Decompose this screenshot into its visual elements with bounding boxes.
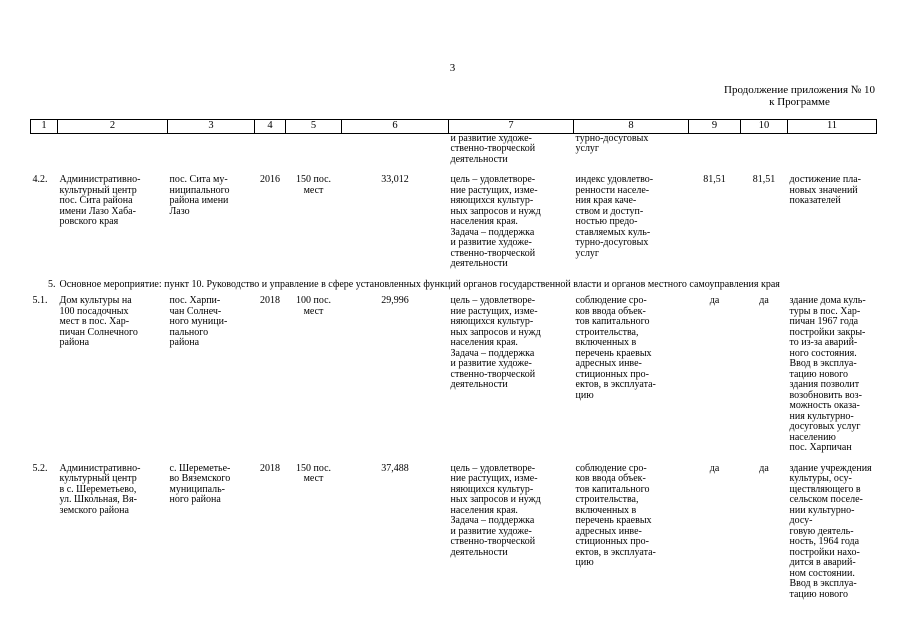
table-row (31, 296, 877, 454)
section-row (31, 280, 877, 291)
indicator-cell: соблюдение сро- ков ввода объек- тов капитального строительства, включенных в перечень краевых адресных инве- стиционных про- ектов, в эксплуата- цию (575, 295, 656, 401)
object-name-cell: Дом культуры на 100 посадочных мест в пос. Хар- пичан Солнечного района (59, 295, 138, 348)
column-number: 6 (342, 120, 449, 134)
column-number: 10 (741, 120, 788, 134)
location-cell: с. Шереметье- во Вяземского муниципаль- ного района (169, 462, 231, 505)
row-number: 5.2. (32, 462, 48, 474)
capacity-cell: 100 пос. мест (295, 295, 332, 317)
column-number-row (31, 120, 877, 134)
section-title: Основное мероприятие: пункт 10. Руководство и управление в сфере установленных функций органов государственной власти и органов местного самоуправления края (59, 278, 780, 290)
value-cell: 81,51 (752, 174, 776, 185)
column-number: 7 (449, 120, 574, 134)
justification-cell: достижение пла- новых значений показателей (789, 174, 861, 206)
page-number: 3 (449, 62, 456, 74)
capacity-cell: 150 пос. мест (295, 174, 332, 196)
program-table (30, 119, 877, 600)
object-name-cell: Административно- культурный центр в с. Шереметьево, ул. Школьная, Вя- земского района (59, 462, 141, 516)
justification-cell: здание учреждения культуры, осу- ществляющего в сельском поселе- нии культурно- досу- говую деятель- ность, 1964 года постройки нахо- дится в аварий- ном состоянии. Ввод в эксплуа- тацию нового (789, 462, 872, 600)
cost-cell: 33,012 (381, 174, 409, 185)
row-number: 4.2. (32, 174, 48, 185)
year-cell: 2018 (260, 295, 280, 306)
continuation-note (724, 84, 875, 108)
column-number: 2 (58, 120, 168, 134)
continuation-line-1: Продолжение приложения № 10 (724, 84, 875, 96)
column-number: 9 (689, 120, 741, 134)
column-number: 5 (286, 120, 342, 134)
column-number: 3 (168, 120, 255, 134)
location-cell: пос. Сита му- ниципального района имени Лазо (169, 174, 230, 217)
justification-cell: здание дома куль- туры в пос. Хар- пичан 1967 года постройки закры- то из-за аварий- ного состояния. Ввод в эксплуа- тацию нового здания позволит возобновить воз- можность оказа- ния культурно- досуговых услуг населению пос. Харпичан (789, 295, 866, 453)
year-cell: 2016 (260, 174, 280, 185)
value-cell: да (759, 295, 769, 306)
continuation-line-2: к Программе (769, 96, 830, 108)
goal-cell: цель – удовлетворе- ние растущих, изме- няющихся культур- ных запросов и нужд населения края. Задача – поддержка и развитие художе- ственно-творческой деятельности (450, 295, 541, 390)
location-cell: пос. Харпи- чан Солнеч- ного муници- пального района (169, 295, 228, 348)
column-number: 1 (31, 120, 58, 134)
value-cell: да (709, 462, 720, 474)
goal-cell: и развитие художе- ственно-творческой деятельности (450, 132, 536, 165)
capacity-cell: 150 пос. мест (295, 462, 332, 484)
section-number: 5. (48, 278, 56, 290)
row-number: 5.1. (32, 295, 48, 306)
goal-cell: цель – удовлетворе- ние растущих, изме- няющихся культур- ных запросов и нужд населения края. Задача – поддержка и развитие художе- ственно-творческой деятельности (450, 174, 541, 269)
value-cell: 81,51 (703, 174, 726, 185)
value-cell: да (709, 295, 720, 306)
goal-cell: цель – удовлетворе- ние растущих, изме- няющихся культур- ных запросов и нужд населения края. Задача – поддержка и развитие художе- ственно-творческой деятельности (450, 462, 541, 558)
indicator-cell: турно-досуговых услуг (575, 132, 649, 154)
column-number: 11 (788, 120, 877, 134)
object-name-cell: Административно- культурный центр пос. Сита района имени Лазо Хаба- ровского края (59, 174, 141, 227)
cost-cell: 29,996 (381, 295, 409, 306)
cost-cell: 37,488 (381, 462, 409, 474)
indicator-cell: соблюдение сро- ков ввода объек- тов капитального строительства, включенных в перечень краевых адресных инве- стиционных про- ектов, в эксплуата- цию (575, 462, 656, 568)
column-number: 4 (255, 120, 286, 134)
year-cell: 2018 (260, 462, 280, 474)
value-cell: да (759, 462, 769, 474)
column-number: 8 (574, 120, 689, 134)
table-row (31, 175, 877, 270)
indicator-cell: индекс удовлетво- ренности населе- ния края каче- ством и доступ- ностью предо- ставляемых куль- турно-досуговых услуг (575, 174, 654, 259)
table-row (31, 464, 877, 601)
carry-over-row (31, 133, 877, 165)
